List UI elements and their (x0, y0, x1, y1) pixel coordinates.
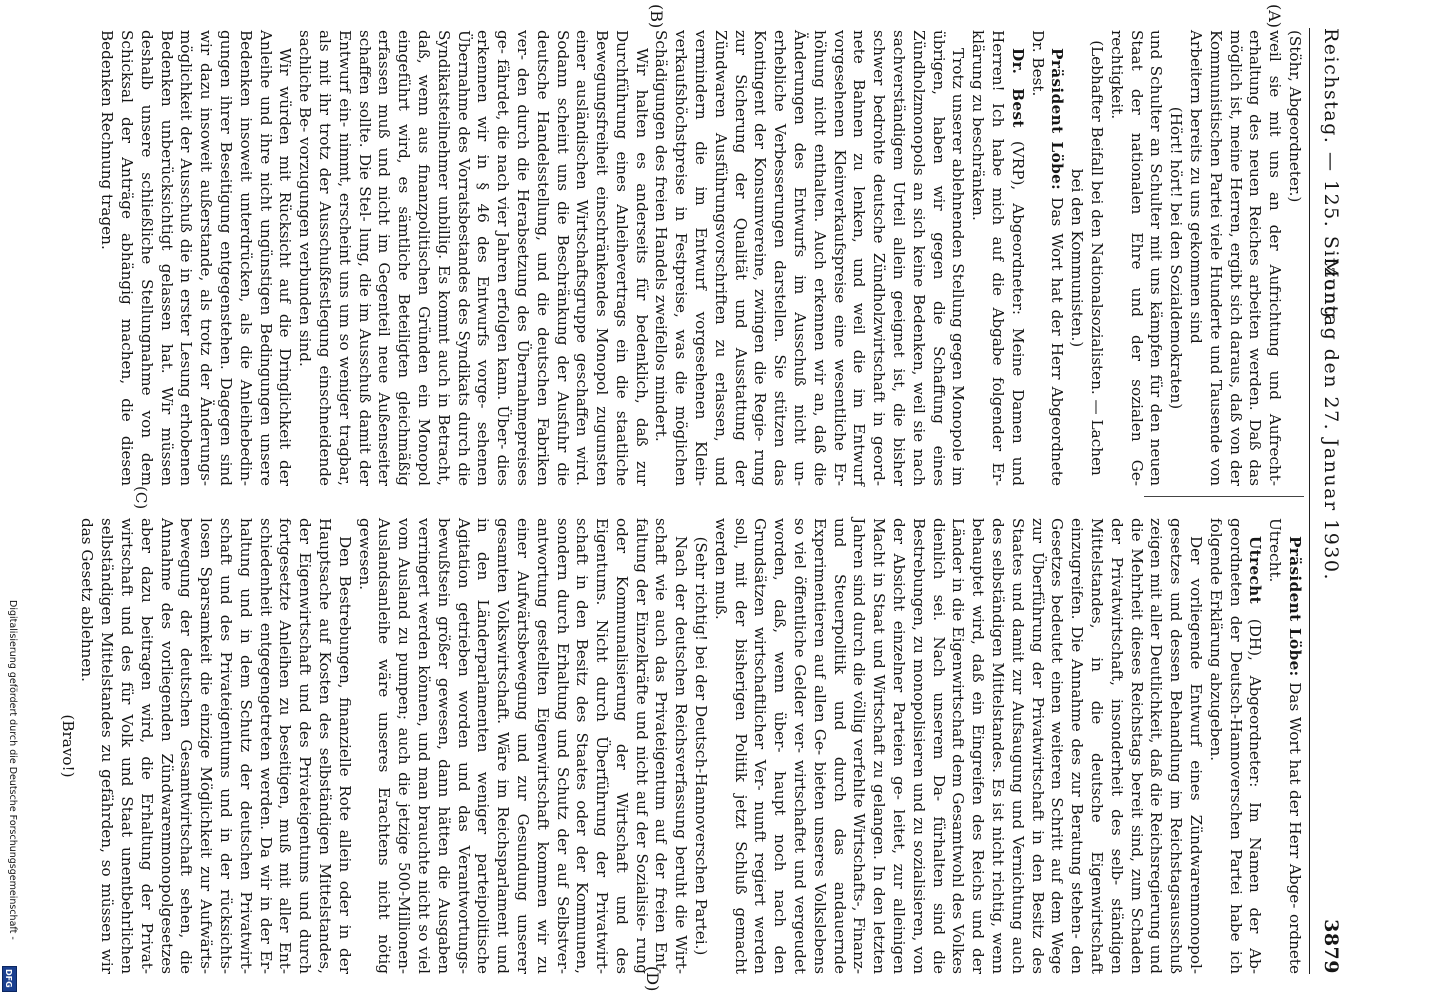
interjection: (Hört! hört! bei den Sozialdemokraten) (1167, 106, 1186, 410)
header-session: Reichstag. — 125. Sitzung. (1320, 28, 1342, 328)
dfg-logo (2, 966, 17, 992)
header-date: Montag den 27. Januar 1930. (1320, 258, 1342, 581)
scanned-sheet (58, 0, 1360, 1000)
paragraph: Wir halten es anderseits für bedenklich, daß zur Durchführung eines Anleihevertrags ein die staatliche Bewegungsfreiheit einschränkendes Monopol zugunsten einer ausländischen Wirtschaftsgruppe geschaffen wird. Sodann scheint uns die Beschränkung der Ausfuhr die deutsche Handelsstellung, und die deutschen Fabriken ver- den durch die Herabsetzung des Übernahmepreises ge- fährdet, die nach vier Jahren erfolgen kann. Über- dies erkennen wir in § 46 des Entwurfs vorge- sehenen Übernahme des Vorratsbestandes des Syndikats durch die Syndikatsteilnehmer unbillig. Es kommt auch in Betracht, daß, wenn aus finanzpolitischen Gründen ein Monopol eingeführt wird, es sämtliche Beteiligten gleichmäßig erfassen muß und nicht im Gegenteil neue Außenseiter schaffen sollte. Die Stel- lung, die im Ausschuß damit der Entwurf ein- nimmt, erscheint uns um so weniger tragbar, als mit ihr trotz der Ausschußfestlegung einschneidende sachliche Be- vorzugungen verbunden sind. (296, 30, 651, 486)
margin-mark-c: (C) (132, 486, 150, 510)
applause: (Bravo!) (58, 714, 77, 778)
left-column (96, 30, 1304, 486)
paragraph: weil sie mit uns an der Aufrichtung und Aufrecht- erhaltung des neuen Reiches arbeiten werden. Daß das möglich ist, meine Herren, ergibt sich daraus, daß von der Kommunistischen Partei viele Hunderte und Tausende von Arbeitern bereits zu uns gekommen sind (1187, 30, 1285, 486)
margin-mark-a: (A) (1265, 4, 1284, 29)
speaker-name: Präsident Löbe: (1286, 536, 1304, 677)
speaker-tag: (Stöhr, Abgeordneter.) (1286, 30, 1304, 203)
column-divider (1144, 496, 1304, 497)
dfg-logo-text: DFG (4, 969, 13, 988)
paragraph: Den Bestrebungen, finanzielle Rote allein oder in der Hauptsache auf Kosten des selbständigen Mittelstandes, der Eigenwirtschaft und des Privateigentums und durch fortgesetzte Anleihen zu beseitigen, muß mit aller Ent- schiedenheit entgegengetreten werden. Da wir in der Er- haltung und in dem Schutz der deutschen Privatwirt- schaft und des Privateigentums und in der rücksichts- losen Sparsamkeit die einzige Möglichkeit zur Aufwärts- bewegung der deutschen Gesamtwirtschaft sehen, die Annahme des vorliegenden Zündwarenmonopolgesetzes aber dazu beitragen wird, die Erhaltung der Privat- wirtschaft und des für Volk und Staat unentbehrlichen selbständigen Mittelstandes zu gefährden, so müssen wir das Gesetz ablehnen. (78, 518, 354, 974)
speaker-name: Dr. Best (1008, 48, 1027, 128)
president-statement (1264, 518, 1304, 974)
statement-text: (VRP), Abgeordneter: Meine Damen und Herren! Ich habe mich auf die Abgabe folgender Er- klärung zu beschränken. (969, 30, 1027, 486)
paragraph: und Schulter an Schulter mit uns kämpfen für den neuen Staat der nationalen Ehre und der sozialen Ge- rechtigkeit. (1107, 30, 1166, 486)
paragraph: Der vorliegende Entwurf eines Zündwarenmonopol- gesetzes und dessen Behandlung im Reichstagsausschuß zeigen mit aller Deutlichkeit, daß die Reichsregierung und die Mehrheit dieses Reichstags bereit sind, zum Schaden der Privatwirtschaft, insonderheit des selb- ständigen Mittelstandes, in die deutsche Eigenwirtschaft einzugreifen. Die Annahme des zur Beratung stehen- den Gesetzes bedeutet einen weiteren Schritt auf dem Wege zur Überführung der Privatwirtschaft in den Besitz des Staates und damit zur Aufsaugung und Vernichtung auch des selbständigen Mittelstandes. Es ist nicht richtig, wenn behauptet wird, daß ein Eingreifen des Reichs und der Länder in die Eigenwirtschaft dem Gesamtwohl des Volkes dienlich sei. Nach unserem Da- fürhalten sind die Bestrebungen, zu monopolisieren und zu sozialisieren, von der Absicht einzelner Parteien ge- leitet, zur alleinigen Macht in Staat und Wirtschaft zu gelangen. In den letzten Jahren sind durch die völlig verfehlte Wirtschafts-, Finanz- und Steuerpolitik und durch das andauernde Experimentieren auf allen Ge- bieten unseres Volkslebens so viel öffentliche Gelder ver- wirtschaftet und vergeudet worden, daß, wenn über- haupt noch nach den Grundsätzen wirtschaftlicher Ver- nunft regiert werden soll, mit der bisherigen Politik jetzt Schluß gemacht werden muß. (711, 518, 1206, 974)
page-header (1309, 28, 1348, 974)
paragraph: Wir würden mit Rücksicht auf die Dringlichkeit der Anleihe und ihre nicht ungünstigen Bedingungen unsere Bedenken insoweit unterdrücken, als die Anleihebedin- gungen ihrer Beseitigung entgegenstehen. Dagegen sind wir dazu insoweit außerstande, als trotz der Änderungs- möglichkeit der Ausschuß die in erster Lesung erhobenen Bedenken unberücksichtigt gelassen hat. Wir müssen deshalb unsere schließliche Stellungnahme von dem Schicksal der Anträge abhängig machen, die diesen Bedenken Rechnung tragen. (98, 30, 295, 486)
right-column (57, 518, 1304, 974)
paragraph: Trotz unserer ablehnenden Stellung gegen Monopole im übrigen, haben wir gegen die Schaffung eines Zündholzmonopols an sich keine Bedenken, weil sie nach sachverständigem Urteil allein geeignet ist, die bisher schwer bedrohte deutsche Zündholzwirtschaft in geord- nete Bahnen zu lenken, und weil die im Entwurf vorgesehenen Kleinverkaufspreise eine wesentliche Er- höhung nicht enthalten. Auch erkennen wir an, daß die Änderungen des Entwurfs im Ausschuß nicht un- erhebliche Verbesserungen darstellen. Sie stützen das Kontingent der Konsumvereine, zwingen die Regie- rung zur Sicherung der Qualität und Ausstattung der Zündwaren Ausführungsvorschriften zu erlassen, und vermindern die im Entwurf vorgesehenen Klein- verkaufshöchstpreise in Festpreise, was die möglichen Schädigungen des freien Handels zweifellos mindert. (652, 30, 968, 486)
digitization-note (4, 600, 20, 1000)
speaker-name: Präsident Löbe: (1048, 48, 1067, 191)
margin-mark-b: (B) (647, 4, 666, 29)
statement-text: Das Wort hat der Herr Abgeordnete Dr. Best. (1028, 30, 1067, 486)
interjection: (Lebhafter Beifall bei den Nationalsozialisten. — Lachen bei den Kommunisten.) (1068, 40, 1107, 476)
digitization-text: Digitalisierung gefördert durch die Deutsche Forschungsgemeinschaft - (7, 600, 18, 940)
statement-text: Das Wort hat der Herr Abge- ordnete Utrecht. (1266, 518, 1304, 974)
president-statement (1027, 30, 1067, 486)
margin-mark-d: (D) (643, 966, 662, 992)
speaker-name: Utrecht (1246, 536, 1265, 605)
paragraph: Nach der deutschen Reichsverfassung beruht die Wirt- schaft wie auch das Privateigentum auf der freien Ent- faltung der Einzelkräfte und nicht auf der Sozialisie- rung oder Kommunalisierung der Wirtschaft und des Eigentums. Nicht durch Überführung der Privatwirt- schaft in den Besitz des Staates oder der Kommunen, sondern durch Erhaltung und Schutz der auf Selbstver- antwortung gestellten Eigenwirtschaft kommen wir zu einer Aufwärtsbewegung und zur Gesundung unserer gesamten Volkswirtschaft. Wäre im Reichsparlament und in den Länderparlamenten weniger parteipolitische Agitation getrieben worden und das Verantwortungs- bewußtsein größer gewesen, dann hätten die Ausgaben verringert werden können, und man brauchte nicht so viel vom Ausland zu pumpen; auch die jetzige 500-Millionen-Auslandsanleihe wäre unseres Erachtens nicht nötig gewesen. (355, 518, 691, 974)
speech-intro (1205, 518, 1264, 974)
page-number: 3879 (1320, 919, 1342, 974)
interjection: (Sehr richtig! bei der Deutsch-Hannoverschen Partei.) (692, 536, 711, 956)
speech-intro (967, 30, 1026, 486)
statement-text: (DH), Abgeordneter: Im Namen der Ab- geordneten der Deutsch-Hannoverschen Partei habe ich folgende Erklärung abzugeben. (1206, 518, 1265, 974)
